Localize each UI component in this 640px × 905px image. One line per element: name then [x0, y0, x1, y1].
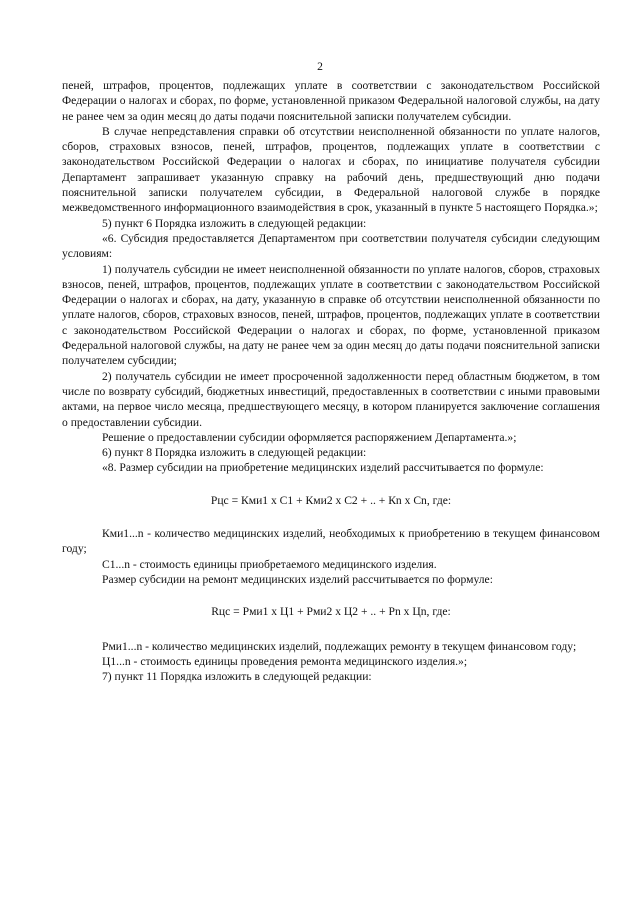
paragraph-item-7-header: 7) пункт 11 Порядка изложить в следующей редакции:: [102, 670, 372, 684]
paragraph-kmi-definition: Кми1...n - количество медицинских изделий, необходимых к приобретению в текущем финансовом году;: [62, 527, 600, 556]
paragraph-item-6-header: 6) пункт 8 Порядка изложить в следующей редакции:: [102, 446, 367, 460]
paragraph-continuation: пеней, штрафов, процентов, подлежащих уплате в соответствии с законодательством Российской Федерации о налогах и сборах, по форме, установленной приказом Федеральной налоговой службы, на дату не ранее чем за один месяц до даты подачи пояснительной записки получателем субсидии.: [62, 79, 600, 123]
paragraph-tax-certificate-request: В случае непредставления справки об отсутствии неисполненной обязанности по уплате налогов, сборов, страховых взносов, пеней, штрафов, процентов, подлежащих уплате в соответствии с законодательством Российской Федерации о налогах и сборах, по инициативе получателя субсидии Департамент запрашивает указанную справку на рабочий день, предшествующий дню подачи пояснительной записки получателем субсидии, в Федеральной налоговой службе в порядке межведомственного информационного взаимодействия в срок, указанный в пункте 5 настоящего Порядка.»;: [62, 124, 600, 215]
document-body: [62, 78, 600, 684]
formula-purchase: Рцс = Кми1 x С1 + Кми2 x С2 + .. + Кn x Сn, где:: [210, 493, 452, 507]
paragraph-item-5-header: 5) пункт 6 Порядка изложить в следующей редакции:: [102, 216, 367, 230]
page-number: 2: [317, 60, 323, 73]
paragraph-condition-1: 1) получатель субсидии не имеет неисполненной обязанности по уплате налогов, сборов, страховых взносов, пеней, штрафов, процентов, подлежащих уплате в соответствии с законодательством Российской Федерации о налогах и сборах, на дату, указанную в справке об отсутствии неисполненной обязанности по уплате налогов, сборов, страховых взносов, пеней, штрафов, процентов, подлежащих уплате в соответствии с законодательством Российской Федерации о налогах и сборах, по форме, установленной приказом Федеральной налоговой службы, на дату не ранее чем за один месяц до даты подачи пояснительной записки получателем субсидии;: [62, 262, 600, 368]
paragraph-clause-8: «8. Размер субсидии на приобретение медицинских изделий рассчитывается по формуле:: [102, 461, 544, 475]
paragraph-clause-6: «6. Субсидия предоставляется Департаментом при соответствии получателя субсидии следующим условиям:: [62, 231, 600, 261]
paragraph-repair-intro: Размер субсидии на ремонт медицинских изделий рассчитывается по формуле:: [102, 572, 493, 586]
formula-repair: Rцс = Рми1 x Ц1 + Рми2 x Ц2 + .. + Рn x Цn, где:: [211, 605, 451, 619]
paragraph-condition-2: 2) получатель субсидии не имеет просроченной задолженности перед областным бюджетом, в том числе по возврату субсидий, бюджетных инвестиций, предоставленных в соответствии с иными правовыми актами, на первое число месяца, предшествующего месяцу, в котором планируется заключение соглашения о предоставлении субсидии.: [62, 369, 600, 429]
paragraph-ts-definition: Ц1...n - стоимость единицы проведения ремонта медицинского изделия.»;: [102, 654, 468, 668]
paragraph-rmi-definition: Рми1...n - количество медицинских изделий, подлежащих ремонту в текущем финансовом году;: [102, 639, 577, 653]
paragraph-decision: Решение о предоставлении субсидии оформляется распоряжением Департамента.»;: [102, 430, 517, 444]
paragraph-c-definition: С1...n - стоимость единицы приобретаемого медицинского изделия.: [102, 557, 437, 571]
